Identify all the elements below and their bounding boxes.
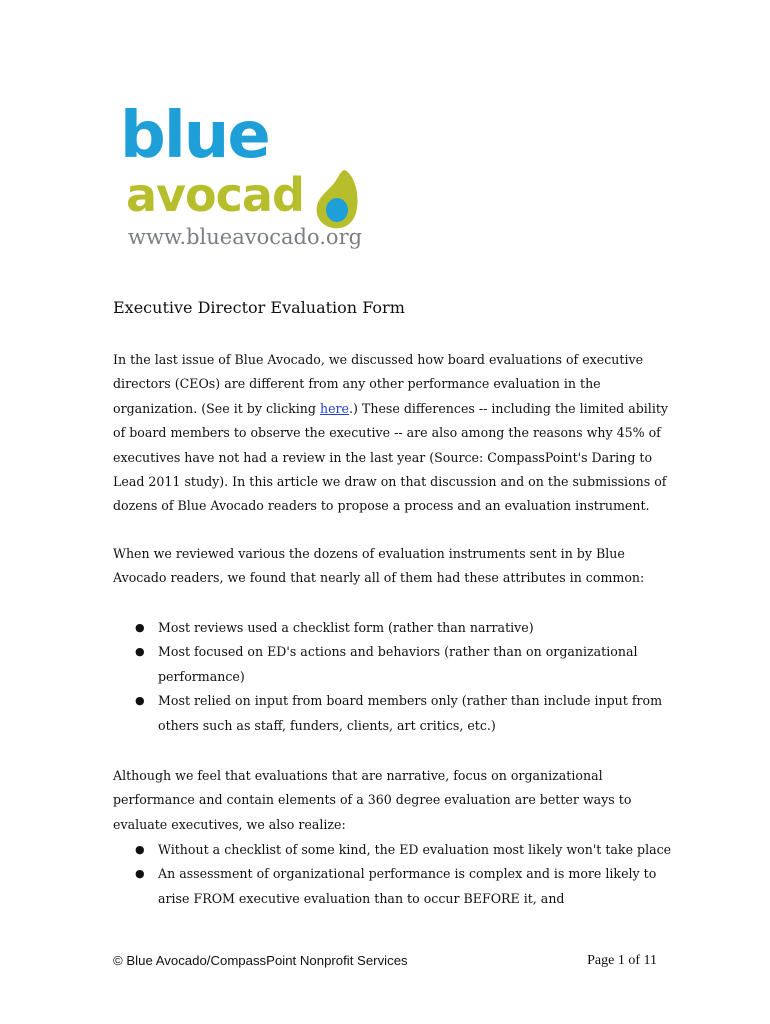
- intro-text-after-link: .) These differences -- including the limited ability of board members to observe the executive -- are also among the reasons why 45% of executives have not had a review in the last year (Source: CompassPoint's Daring to Lead 2011 study). In this article we draw on that discussion and on the submissions of dozens of Blue Avocado readers to propose a process and an evaluation instrument.: [113, 400, 669, 514]
- list-item-text: Most focused on ED's actions and behaviors (rather than on organizational performance): [158, 644, 638, 684]
- realization-paragraph: Although we feel that evaluations that are narrative, focus on organizational performance and contain elements of a 360 degree evaluation are better ways to evaluate executives, we also realize:: [113, 768, 632, 832]
- logo-word-avocado: avocad: [126, 168, 304, 222]
- bullet-icon: ●: [135, 694, 145, 708]
- realizations-list: [113, 838, 673, 911]
- blue-avocado-logo: [120, 99, 370, 254]
- intro-text-before-link: In the last issue of Blue Avocado, we discussed how board evaluations of executive directors (CEOs) are different from any other performance evaluation in the organization. (See it by clicking: [113, 352, 644, 416]
- attributes-list: [113, 616, 673, 738]
- list-item: [113, 862, 673, 911]
- footer-page-number: Page 1 of 11: [587, 953, 657, 968]
- document-title: Executive Director Evaluation Form: [113, 298, 405, 317]
- list-item-text: Most reviews used a checklist form (rather than narrative): [158, 620, 534, 635]
- list-item-text: Without a checklist of some kind, the ED evaluation most likely won't take place: [158, 842, 672, 857]
- list-item: [113, 838, 673, 862]
- bullet-icon: ●: [135, 645, 145, 659]
- logo-word-blue: blue: [120, 99, 269, 173]
- bullet-icon: ●: [135, 843, 145, 856]
- bullet-icon: ●: [135, 621, 145, 634]
- review-paragraph: When we reviewed various the dozens of evaluation instruments sent in by Blue Avocado readers, we found that nearly all of them had these attributes in common:: [113, 546, 645, 586]
- footer-copyright: © Blue Avocado/CompassPoint Nonprofit Services: [113, 953, 408, 968]
- avocado-icon: [315, 166, 361, 232]
- here-link[interactable]: here: [319, 400, 350, 416]
- intro-paragraph: [113, 348, 673, 519]
- list-item: [113, 640, 673, 689]
- list-item-text: Most relied on input from board members only (rather than include input from others such as staff, funders, clients, art critics, etc.): [158, 693, 663, 733]
- bullet-icon: ●: [135, 867, 145, 881]
- list-item: [113, 616, 673, 640]
- list-item-text: An assessment of organizational performance is complex and is more likely to arise FROM executive evaluation than to occur BEFORE it, and: [158, 866, 657, 906]
- logo-url: www.blueavocado.org: [128, 225, 363, 249]
- list-item: [113, 689, 673, 738]
